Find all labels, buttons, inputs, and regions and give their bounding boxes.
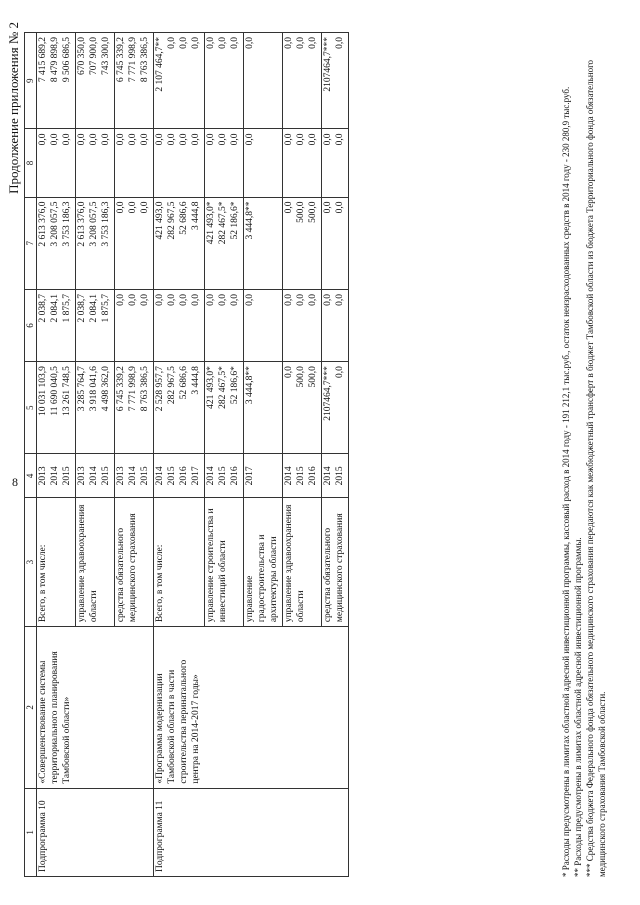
footnote: * Расходы предусмотрены в лимитах областной адресной инвестиционной программы, кассовый расход в 2014 году - 191 212,1 тыс.руб., остаток неизрасходованных средств в 2014 году - 230 280,9 тыс.руб. xyxy=(561,86,571,877)
cell-value: 0,0 xyxy=(307,293,318,306)
footnote: ** Расходы предусмотрены в лимитах областной адресной инвестиционной программы. xyxy=(573,537,584,877)
cell-value: 3 753 186,3 xyxy=(62,201,73,247)
funding-source: Всего, в том числе: xyxy=(37,498,76,627)
cell-value: 282 467,5* xyxy=(218,201,229,245)
cell-value: 421 493,0* xyxy=(206,366,217,409)
funding-source: управление здравоохранения области xyxy=(76,498,115,627)
local-values xyxy=(282,129,321,197)
cell-value: 0,0 xyxy=(128,293,139,306)
total-values xyxy=(76,362,115,454)
cell-value: 0,0 xyxy=(245,133,256,146)
subprogram-label: Подпрограмма 10 xyxy=(37,788,154,876)
cell-value: 500,0 xyxy=(295,366,306,388)
funding-source: управление строительства и инвестиций области xyxy=(205,498,244,627)
other-values xyxy=(154,33,205,130)
cell-value: 0,0 xyxy=(116,293,127,306)
cell-value: 0,0 xyxy=(179,293,190,306)
cell-value: 0,0 xyxy=(191,293,202,306)
cell-value: 6 745 339,2 xyxy=(116,366,127,412)
cell-value: 707 900,0 xyxy=(89,37,100,75)
cell-value: 0,0 xyxy=(179,133,190,146)
cell-value: 11 690 040,5 xyxy=(50,366,61,416)
cell-value: 0,0 xyxy=(116,133,127,146)
cell-value: 2015 xyxy=(218,466,229,486)
year-values xyxy=(321,454,348,498)
total-values xyxy=(154,362,205,454)
local-values xyxy=(205,129,244,197)
source-group-row xyxy=(37,33,76,877)
total-values xyxy=(205,362,244,454)
federal-values xyxy=(115,289,154,361)
cell-value: 3 918 041,6 xyxy=(89,366,100,412)
cell-value: 0,0 xyxy=(191,37,202,49)
funding-source: управление градостроительства и архитектуры области xyxy=(244,498,283,627)
other-values xyxy=(282,33,321,130)
other-values xyxy=(321,33,348,130)
other-values xyxy=(37,33,76,130)
cell-value: 2014 xyxy=(206,466,217,486)
header-col-7: 7 xyxy=(25,197,37,289)
funding-source: средства обязательного медицинского страхования xyxy=(321,498,348,627)
local-values xyxy=(321,129,348,197)
cell-value: 2015 xyxy=(295,466,306,486)
year-values xyxy=(205,454,244,498)
cell-value: 2017 xyxy=(191,466,202,486)
cell-value: 0,0 xyxy=(334,37,345,49)
regional-values xyxy=(115,197,154,289)
cell-value: 2 613 376,0 xyxy=(38,201,49,247)
cell-value: 0,0 xyxy=(155,293,166,306)
cell-value: 2 528 957,7 xyxy=(155,366,166,412)
cell-value: 2014 xyxy=(50,466,61,486)
cell-value: 2017 xyxy=(245,466,256,486)
cell-value: 0,0 xyxy=(191,133,202,146)
header-col-5: 5 xyxy=(25,362,37,454)
header-col-1: 1 xyxy=(25,788,37,876)
cell-value: 3 444,8 xyxy=(191,366,202,395)
cell-value: 0,0 xyxy=(116,201,127,214)
cell-value: 4 498 362,0 xyxy=(101,366,112,412)
cell-value: 670 350,0 xyxy=(77,37,88,75)
cell-value: 2014 xyxy=(322,466,333,486)
cell-value: 2015 xyxy=(62,466,73,486)
local-values xyxy=(154,129,205,197)
regional-values xyxy=(205,197,244,289)
cell-value: 0,0 xyxy=(334,293,345,306)
cell-value: 0,0 xyxy=(283,201,294,214)
cell-value: 0,0 xyxy=(140,293,151,306)
cell-value: 2 084,1 xyxy=(50,293,61,323)
cell-value: 2 038,7 xyxy=(77,293,88,323)
subprogram-name: «Программа модернизации Тамбовской области в части строительства перинатального центра на 2014-2017 годы» xyxy=(154,627,349,788)
cell-value: 3 208 057,5 xyxy=(50,201,61,247)
cell-value: 2015 xyxy=(140,466,151,486)
cell-value: 1 875,7 xyxy=(62,293,73,323)
regional-values xyxy=(321,197,348,289)
local-values xyxy=(244,129,283,197)
local-values xyxy=(115,129,154,197)
header-col-2: 2 xyxy=(25,627,37,788)
total-values xyxy=(282,362,321,454)
cell-value: 2015 xyxy=(167,466,178,486)
cell-value: 3 753 186,3 xyxy=(101,201,112,247)
cell-value: 3 444,8 xyxy=(191,201,202,231)
cell-value: 0,0 xyxy=(230,37,241,49)
local-values xyxy=(76,129,115,197)
cell-value: 0,0 xyxy=(283,37,294,49)
cell-value: 2013 xyxy=(116,466,127,486)
cell-value: 500,0 xyxy=(307,366,318,388)
cell-value: 2014 xyxy=(128,466,139,486)
local-values xyxy=(37,129,76,197)
federal-values xyxy=(282,289,321,361)
total-values xyxy=(115,362,154,454)
cell-value: 0,0 xyxy=(167,293,178,306)
year-values xyxy=(244,454,283,498)
cell-value: 421 493,0 xyxy=(155,201,166,240)
budget-table xyxy=(24,32,349,877)
cell-value: 2 038,7 xyxy=(38,293,49,323)
cell-value: 0,0 xyxy=(167,37,178,49)
federal-values xyxy=(205,289,244,361)
cell-value: 2014 xyxy=(283,466,294,486)
federal-values xyxy=(37,289,76,361)
cell-value: 8 763 386,5 xyxy=(140,37,151,83)
cell-value: 743 300,0 xyxy=(101,37,112,75)
cell-value: 0,0 xyxy=(179,37,190,49)
cell-value: 3 444,8** xyxy=(245,366,256,405)
funding-source: управление здравоохранения области xyxy=(282,498,321,627)
cell-value: 0,0 xyxy=(155,133,166,146)
cell-value: 0,0 xyxy=(101,133,112,146)
footnotes xyxy=(560,32,609,877)
cell-value: 0,0 xyxy=(334,133,345,146)
cell-value: 52 686,6 xyxy=(179,201,190,235)
year-values xyxy=(76,454,115,498)
cell-value: 0,0 xyxy=(322,133,333,146)
cell-value: 2013 xyxy=(38,466,49,486)
cell-value: 0,0 xyxy=(218,133,229,146)
cell-value: 2014 xyxy=(155,466,166,486)
cell-value: 0,0 xyxy=(334,366,345,378)
cell-value: 0,0 xyxy=(283,293,294,306)
other-values xyxy=(115,33,154,130)
cell-value: 0,0 xyxy=(245,37,256,49)
cell-value: 500,0 xyxy=(307,201,318,223)
cell-value: 0,0 xyxy=(295,37,306,49)
total-values xyxy=(244,362,283,454)
cell-value: 2 107 464,7** xyxy=(155,37,166,92)
cell-value: 282 967,5 xyxy=(167,366,178,405)
cell-value: 0,0 xyxy=(283,366,294,378)
regional-values xyxy=(37,197,76,289)
federal-values xyxy=(76,289,115,361)
header-col-4: 4 xyxy=(25,454,37,498)
cell-value: 0,0 xyxy=(206,133,217,146)
cell-value: 2015 xyxy=(101,466,112,486)
cell-value: 3 444,8** xyxy=(245,201,256,240)
cell-value: 0,0 xyxy=(77,133,88,146)
federal-values xyxy=(154,289,205,361)
page-number: 8 xyxy=(12,475,18,489)
header-col-6: 6 xyxy=(25,289,37,361)
funding-source: средства обязательного медицинского страхования xyxy=(115,498,154,627)
subprogram-name: «Совершенствование системы территориального планирования Тамбовской области» xyxy=(37,627,154,788)
cell-value: 7 771 998,9 xyxy=(128,366,139,412)
cell-value: 3 285 764,7 xyxy=(77,366,88,412)
year-values xyxy=(154,454,205,498)
year-values xyxy=(115,454,154,498)
cell-value: 1 875,7 xyxy=(101,293,112,323)
cell-value: 2016 xyxy=(179,466,190,486)
cell-value: 52 186,6* xyxy=(230,366,241,405)
cell-value: 0,0 xyxy=(50,133,61,146)
header-row xyxy=(25,33,37,877)
cell-value: 52 686,6 xyxy=(179,366,190,400)
cell-value: 0,0 xyxy=(230,293,241,306)
cell-value: 9 506 686,5 xyxy=(62,37,73,83)
cell-value: 0,0 xyxy=(128,133,139,146)
cell-value: 0,0 xyxy=(295,293,306,306)
regional-values xyxy=(282,197,321,289)
cell-value: 0,0 xyxy=(167,133,178,146)
cell-value: 7 415 689,2 xyxy=(38,37,49,83)
total-values xyxy=(37,362,76,454)
subprogram-label: Подпрограмма 11 xyxy=(154,788,349,876)
regional-values xyxy=(244,197,283,289)
cell-value: 52 186,6* xyxy=(230,201,241,240)
cell-value: 500,0 xyxy=(295,201,306,223)
cell-value: 0,0 xyxy=(230,133,241,146)
cell-value: 0,0 xyxy=(245,293,256,306)
cell-value: 8 479 898,9 xyxy=(50,37,61,83)
cell-value: 0,0 xyxy=(62,133,73,146)
federal-values xyxy=(244,289,283,361)
cell-value: 0,0 xyxy=(307,37,318,49)
cell-value: 0,0 xyxy=(128,201,139,214)
federal-values xyxy=(321,289,348,361)
regional-values xyxy=(154,197,205,289)
regional-values xyxy=(76,197,115,289)
cell-value: 0,0 xyxy=(140,133,151,146)
footnote: *** Средства бюджета Федерального фонда обязательного медицинского страхования передаются как межбюджетный трансферт в бюджет Тамбовской области из бюджета Территориального фонда обязательного медицинского страхования Тамбовской области. xyxy=(585,59,608,877)
cell-value: 0,0 xyxy=(38,133,49,146)
cell-value: 7 771 998,9 xyxy=(128,37,139,83)
cell-value: 0,0 xyxy=(295,133,306,146)
cell-value: 0,0 xyxy=(307,133,318,146)
header-col-3: 3 xyxy=(25,498,37,627)
cell-value: 2016 xyxy=(307,466,318,486)
cell-value: 0,0 xyxy=(206,293,217,306)
cell-value: 6 745 339,2 xyxy=(116,37,127,83)
cell-value: 0,0 xyxy=(206,37,217,49)
cell-value: 0,0 xyxy=(89,133,100,146)
cell-value: 0,0 xyxy=(322,293,333,306)
header-col-8: 8 xyxy=(25,129,37,197)
cell-value: 0,0 xyxy=(218,293,229,306)
cell-value: 0,0 xyxy=(334,201,345,214)
cell-value: 2013 xyxy=(77,466,88,486)
cell-value: 2014 xyxy=(89,466,100,486)
cell-value: 282 967,5 xyxy=(167,201,178,240)
cell-value: 2016 xyxy=(230,466,241,486)
year-values xyxy=(37,454,76,498)
header-col-9: 9 xyxy=(25,33,37,130)
cell-value: 0,0 xyxy=(218,37,229,49)
cell-value: 3 208 057,5 xyxy=(89,201,100,247)
cell-value: 13 261 748,5 xyxy=(62,366,73,416)
other-values xyxy=(244,33,283,130)
cell-value: 8 763 386,5 xyxy=(140,366,151,412)
cell-value: 2 084,1 xyxy=(89,293,100,323)
year-values xyxy=(282,454,321,498)
other-values xyxy=(76,33,115,130)
total-values xyxy=(321,362,348,454)
appendix-title: Продолжение приложения № 2 xyxy=(6,22,21,194)
cell-value: 421 493,0* xyxy=(206,201,217,245)
cell-value: 2107464,7*** xyxy=(322,366,333,421)
cell-value: 0,0 xyxy=(140,201,151,214)
cell-value: 10 031 103,9 xyxy=(38,366,49,416)
cell-value: 282 467,5* xyxy=(218,366,229,409)
cell-value: 2015 xyxy=(334,466,345,486)
cell-value: 0,0 xyxy=(322,201,333,214)
cell-value: 0,0 xyxy=(283,133,294,146)
source-group-row xyxy=(154,33,205,877)
cell-value: 2107464,7*** xyxy=(322,37,333,92)
cell-value: 2 613 376,0 xyxy=(77,201,88,247)
other-values xyxy=(205,33,244,130)
funding-source: Всего, в том числе: xyxy=(154,498,205,627)
